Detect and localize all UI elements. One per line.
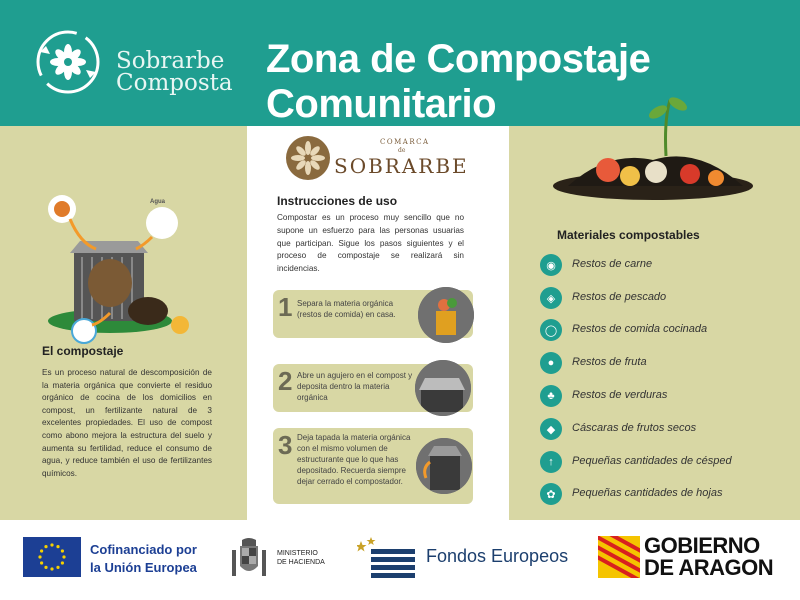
- instructions-title: Instrucciones de uso: [277, 194, 398, 208]
- section-title-compostaje: El compostaje: [42, 344, 124, 358]
- apple-icon: ●: [540, 352, 562, 374]
- comarca-label: COMARCA: [380, 138, 430, 146]
- ministerio-line-1: MINISTERIO: [277, 550, 318, 557]
- gobierno-aragon-text: [644, 535, 773, 579]
- material-label: Restos de pescado: [572, 291, 667, 303]
- material-item: [540, 254, 780, 276]
- material-item: [540, 385, 780, 407]
- material-item: [540, 287, 780, 309]
- step-1-image: [418, 287, 474, 343]
- step-2-image: [415, 360, 471, 416]
- nut-icon: ◆: [540, 418, 562, 440]
- fish-icon: ◈: [540, 287, 562, 309]
- logo-line-2: Composta: [116, 70, 233, 96]
- ministerio-line-2: DE HACIENDA: [277, 559, 325, 566]
- logo-wordmark: [116, 50, 233, 94]
- comarca-de-label: de: [398, 147, 406, 154]
- compost-bin-illustration: [40, 158, 200, 368]
- step-number: 1: [278, 292, 293, 322]
- vegetable-icon: ♣: [540, 385, 562, 407]
- material-item: [540, 451, 780, 473]
- ministerio-hacienda-text: [277, 549, 325, 567]
- comarca-sobrarbe-wordmark: SOBRARBE: [334, 154, 469, 178]
- material-item: [540, 352, 780, 374]
- meat-icon: ◉: [540, 254, 562, 276]
- comarca-rosette-logo: [285, 135, 331, 181]
- step-text: Separa la materia orgánica (restos de comida) en casa.: [297, 299, 396, 319]
- step-3-image: [416, 438, 472, 494]
- material-item: [540, 319, 780, 341]
- fondos-europeos-icon: [357, 537, 417, 579]
- water-label: Agua: [150, 199, 165, 205]
- compostaje-description: Es un proceso natural de descomposición de la materia orgánica que convierte el residuo orgánico de cocina de los domicilios en compost, un fertilizante natural de 3 excelentes propiedades. El uso de compost como abono mejora la estructura del suelo y aumenta su fertilidad, reduce el consumo de agua, y reduce también el uso de fertilizantes químicos.: [42, 368, 212, 478]
- spain-coat-of-arms-icon: [228, 536, 270, 580]
- material-label: Restos de comida cocinada: [572, 323, 708, 335]
- step-number: 3: [278, 430, 293, 460]
- materials-title: Materiales compostables: [557, 228, 700, 242]
- instructions-text: Compostar es un proceso muy sencillo que no supone un esfuerzo para las personas usuarias que participan. Sigue los pasos siguientes y el proceso de compostaje se realizará sin incidencias.: [277, 213, 464, 274]
- material-label: Cáscaras de frutos secos: [572, 422, 697, 434]
- eu-line-2: la Unión Europea: [90, 560, 197, 575]
- fondos-europeos-text: Fondos Europeos: [426, 546, 569, 566]
- eu-flag-icon: [23, 537, 81, 577]
- logo-line-1: Sobrarbe: [116, 48, 225, 74]
- eu-line-1: Cofinanciado por: [90, 542, 197, 557]
- gobierno-line-1: GOBIERNO: [644, 533, 760, 558]
- step-text: Abre un agujero en el compost y deposita dentro la materia orgánica: [297, 371, 413, 402]
- material-label: Pequeñas cantidades de césped: [572, 455, 732, 467]
- material-label: Pequeñas cantidades de hojas: [572, 487, 723, 499]
- material-label: Restos de carne: [572, 258, 653, 270]
- aragon-flag-icon: [598, 536, 640, 578]
- compost-food-illustration: [548, 90, 758, 202]
- material-item: [540, 418, 780, 440]
- material-item: [540, 483, 780, 505]
- page-title: Zona de Compostaje Comunitario: [266, 37, 651, 126]
- eu-cofinanced-text: [90, 541, 197, 577]
- leaf-icon: ✿: [540, 483, 562, 505]
- gobierno-line-2: DE ARAGON: [644, 555, 774, 580]
- material-label: Restos de verduras: [572, 389, 668, 401]
- cooked-food-icon: ◯: [540, 319, 562, 341]
- material-label: Restos de fruta: [572, 356, 647, 368]
- grass-icon: ↑: [540, 451, 562, 473]
- step-number: 2: [278, 366, 293, 396]
- sobrarbe-composta-logo: [28, 22, 108, 102]
- step-text: Deja tapada la materia orgánica con el mismo volumen de estructurante que lo que has depositado. Recuerda siempre dejar cerrado el compostador.: [297, 433, 411, 486]
